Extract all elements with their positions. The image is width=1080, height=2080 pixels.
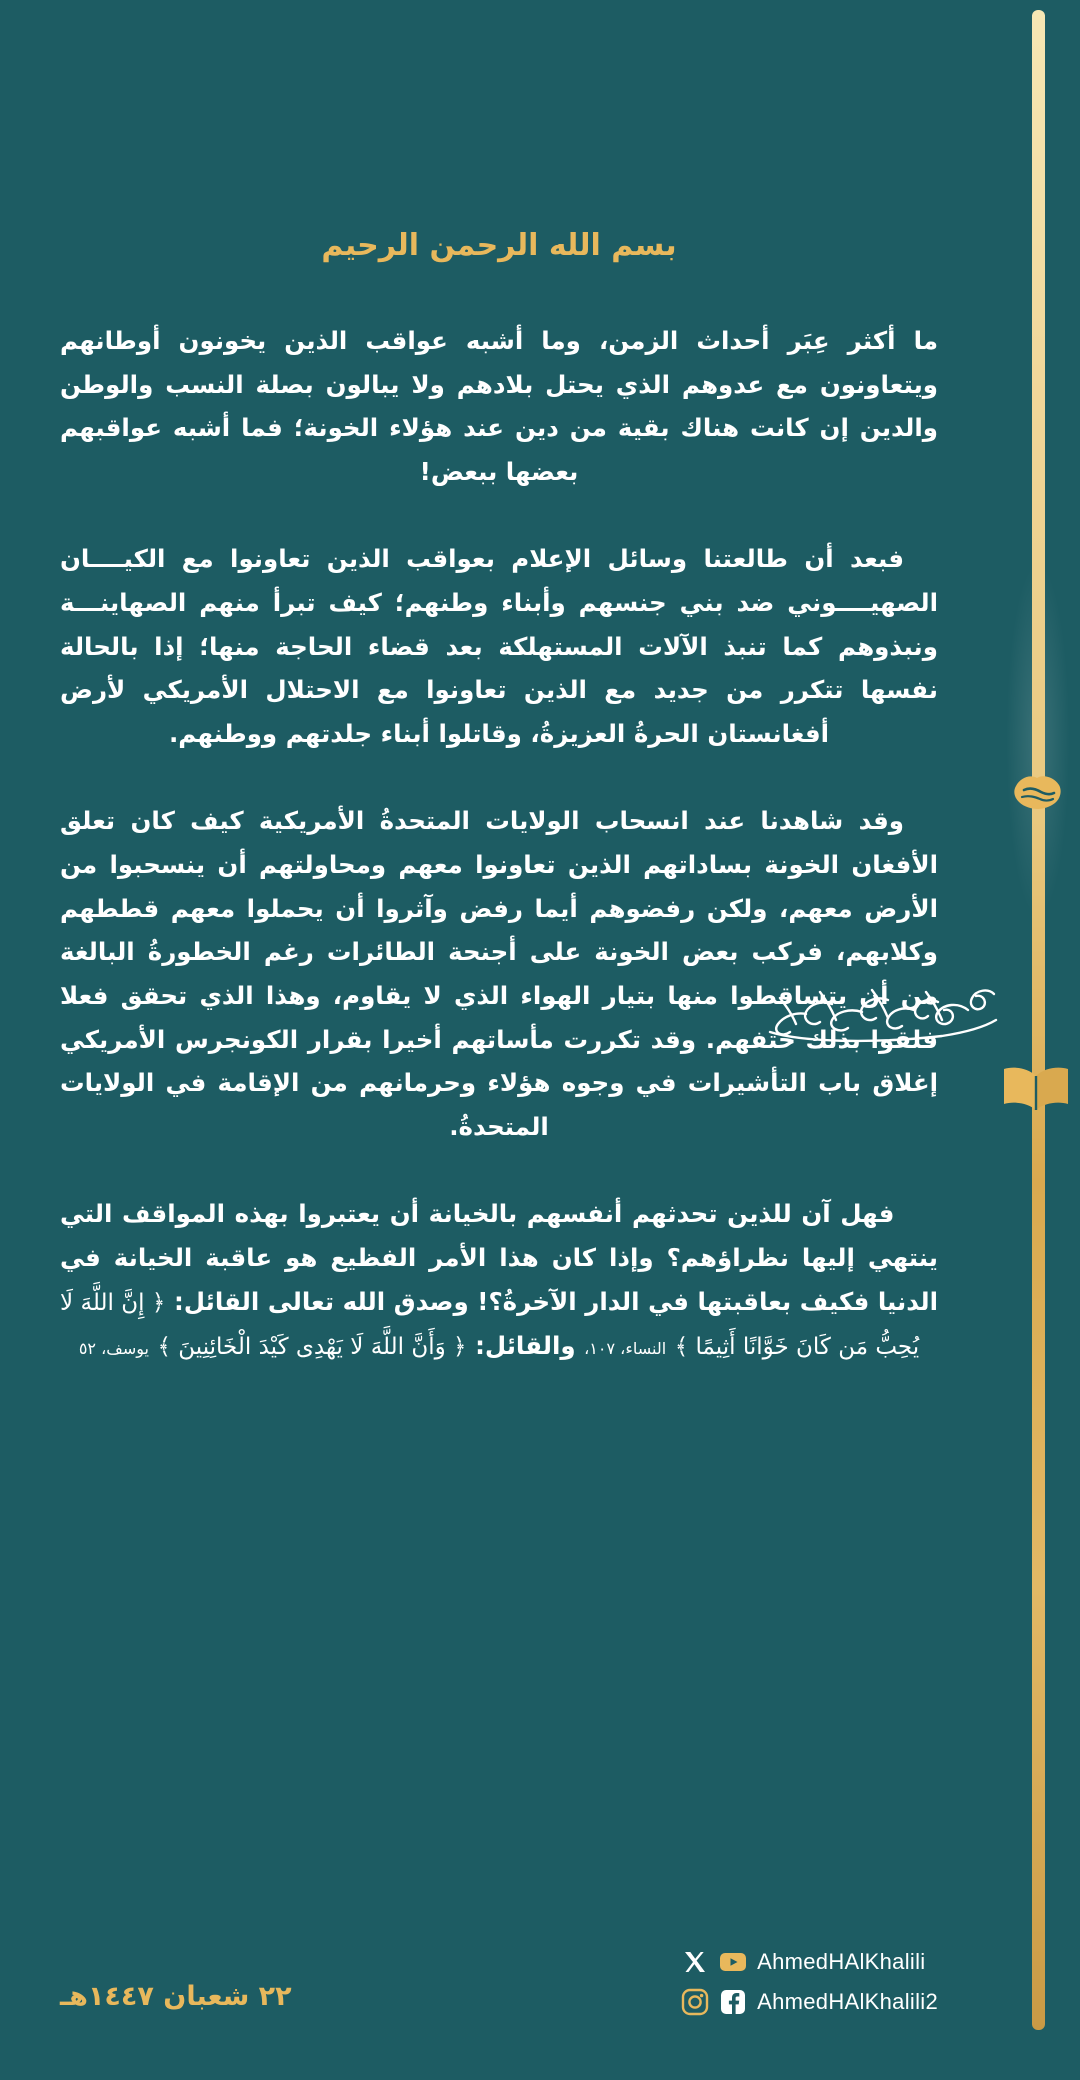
open-book-icon	[998, 1060, 1074, 1116]
paragraph-2: فبعد أن طالعتنا وسائل الإعلام بعواقب الذين تعاونوا مع الكيــــان الصهيــــوني ضد بني جنسهم وأبناء وطنهم؛ كيف تبرأ منهم الصهاينـــة ونبذوهم كما تنبذ الآلات المستهلكة بعد قضاء الحاجة منها؛ إذا بالحالة نفسها تتكرر من جديد مع الذين تعاونوا مع الاحتلال الأمريكي لأرض أفغانستان الحرةُ العزيزةُ، وقاتلوا أبناء جلدتهم ووطنهم.	[60, 544, 938, 748]
paragraph-4-lead: فهل آن للذين تحدثهم أنفسهم بالخيانة أن يعتبروا بهذه المواقف التي ينتهي إليها نظراؤهم؟ وإذا كان هذا الأمر الفظيع هو عاقبة الخيانة في الدنيا فكيف بعاقبتها في الدار الآخرةُ؟! وصدق الله تعالى القائل:	[60, 1199, 938, 1316]
verse-connector: والقائل:	[475, 1330, 576, 1360]
footer	[0, 1948, 1000, 2016]
social-accounts	[681, 1948, 938, 2016]
handle-1[interactable]: AhmedHAlKhalili	[757, 1949, 926, 1974]
paragraph-3: وقد شاهدنا عند انسحاب الولايات المتحدةُ الأمريكية كيف كان تعلق الأفغان الخونة بساداتهم الذين تعاونوا معهم ومحاولتهم أن ينسحبوا من الأرض معهم، ولكن رفضوهم أيما رفض وآثروا أن يحملوا معهم قططهم وكلابهم، فركب بعض الخونة على أجنحة الطائرات رغم الخطورةُ البالغة من أن يتساقطوا منها بتيار الهواء الذي لا يقاوم، وهذا الذي تحقق فعلا فلقوا بذلك حتفهم. وقد تكررت مأساتهم أخيرا بقرار الكونجرس الأمريكي إغلاق باب التأشيرات في وجوه هؤلاء وحرمانهم من الإقامة في الولايات المتحدةُ.	[60, 806, 938, 1141]
quran-ref-1: النساء، ١٠٧،	[584, 1338, 667, 1358]
social-row-2	[681, 1988, 938, 2016]
handle-2[interactable]: AhmedHAlKhalili2	[757, 1989, 938, 2014]
quran-ref-2: يوسف، ٥٢	[78, 1338, 149, 1358]
basmala: بسم الله الرحمن الرحيم	[321, 228, 677, 263]
facebook-icon[interactable]	[719, 1988, 747, 2016]
handshake-icon	[1010, 760, 1066, 830]
paragraph-4	[60, 1192, 938, 1367]
instagram-icon[interactable]	[681, 1988, 709, 2016]
hijri-date: ٢٢ شعبان ١٤٤٧هـ	[60, 1981, 292, 2012]
decorative-staff	[1000, 0, 1080, 2080]
x-icon[interactable]	[681, 1948, 709, 1976]
quran-verse-2: ﴿ وَأَنَّ اللَّهَ لَا يَهْدِى كَيْدَ الْخَائِنِينَ ﴾	[157, 1333, 467, 1360]
youtube-icon[interactable]	[719, 1948, 747, 1976]
staff-line	[1032, 10, 1045, 2030]
social-row-1	[681, 1948, 938, 1976]
paragraph-1: ما أكثر عِبَر أحداث الزمن، وما أشبه عواقب الذين يخونون أوطانهم ويتعاونون مع عدوهم الذي يحتل بلادهم ولا يبالون بصلة النسب والوطن والدين إن كانت هناك بقية من دين عند هؤلاء الخونة؛ فما أشبه عواقبهم بعضها ببعض!	[60, 326, 938, 486]
staff-glow	[1006, 560, 1070, 920]
quran-verse-1: ﴿ إِنَّ اللَّهَ لَا يُحِبُّ مَن كَانَ خَوَّانًا أَثِيمًا ﴾	[60, 1289, 920, 1360]
